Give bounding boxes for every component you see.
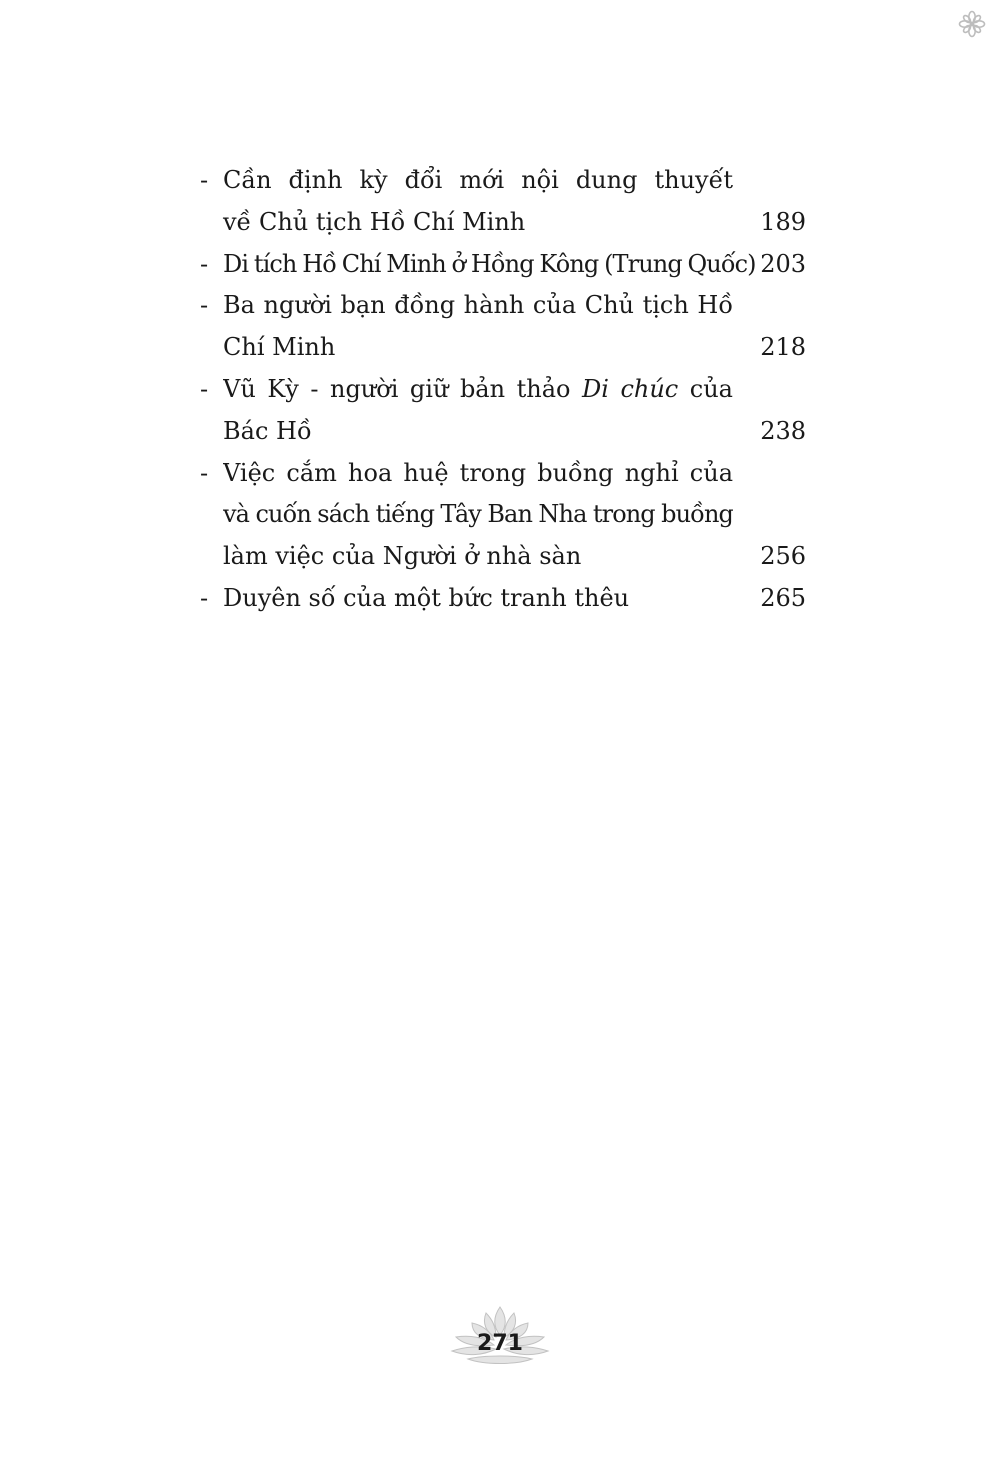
- entry-page-number: 189: [760, 207, 806, 236]
- entry-title-line: Di tích Hồ Chí Minh ở Hồng Kông (Trung Quốc): [223, 249, 756, 278]
- entry-title-italic: Di chúc: [582, 374, 679, 403]
- entry-title-line: Ba người bạn đồng hành của Chủ tịch Hồ: [223, 291, 733, 320]
- entry-dash: -: [200, 583, 209, 612]
- entry-dash: -: [200, 374, 209, 403]
- toc-entry: [200, 244, 806, 286]
- toc-entry: [200, 453, 806, 578]
- page-number: 271: [477, 1331, 523, 1356]
- entry-dash: -: [200, 249, 209, 278]
- entry-title-line: về Chủ tịch Hồ Chí Minh: [223, 207, 526, 236]
- entry-title-line: Bác Hồ: [223, 416, 312, 445]
- toc-entry: [200, 369, 806, 453]
- entry-title-line: Chí Minh: [223, 333, 336, 362]
- entry-title-line: Duyên số của một bức tranh thêu: [223, 583, 630, 612]
- entry-page-number: 218: [760, 333, 806, 362]
- entry-dash: -: [200, 458, 209, 487]
- entry-title-line: làm việc của Người ở nhà sàn: [223, 542, 582, 571]
- toc-entry: [200, 578, 806, 620]
- entry-page-number: 238: [760, 416, 806, 445]
- entry-title-line: Cần định kỳ đổi mới nội dung thuyết: [223, 166, 733, 194]
- entry-title-text: của: [678, 374, 733, 403]
- entry-dash: -: [200, 166, 209, 194]
- entry-title-line: [223, 369, 733, 411]
- entry-page-number: 265: [760, 583, 806, 612]
- toc-entry: [200, 160, 806, 244]
- toc-entry: [200, 285, 806, 369]
- table-of-contents: [200, 160, 806, 620]
- flower-ornament-icon: [958, 10, 986, 38]
- entry-title-line: Việc cắm hoa huệ trong buồng nghỉ của: [223, 458, 733, 487]
- entry-dash: -: [200, 291, 209, 320]
- entry-title-text: Vũ Kỳ - người giữ bản thảo: [223, 374, 582, 403]
- entry-page-number: 203: [760, 249, 806, 278]
- page-footer: [0, 1305, 1000, 1385]
- entry-page-number: 256: [760, 542, 806, 571]
- entry-title-line: và cuốn sách tiếng Tây Ban Nha trong buồng: [223, 500, 733, 529]
